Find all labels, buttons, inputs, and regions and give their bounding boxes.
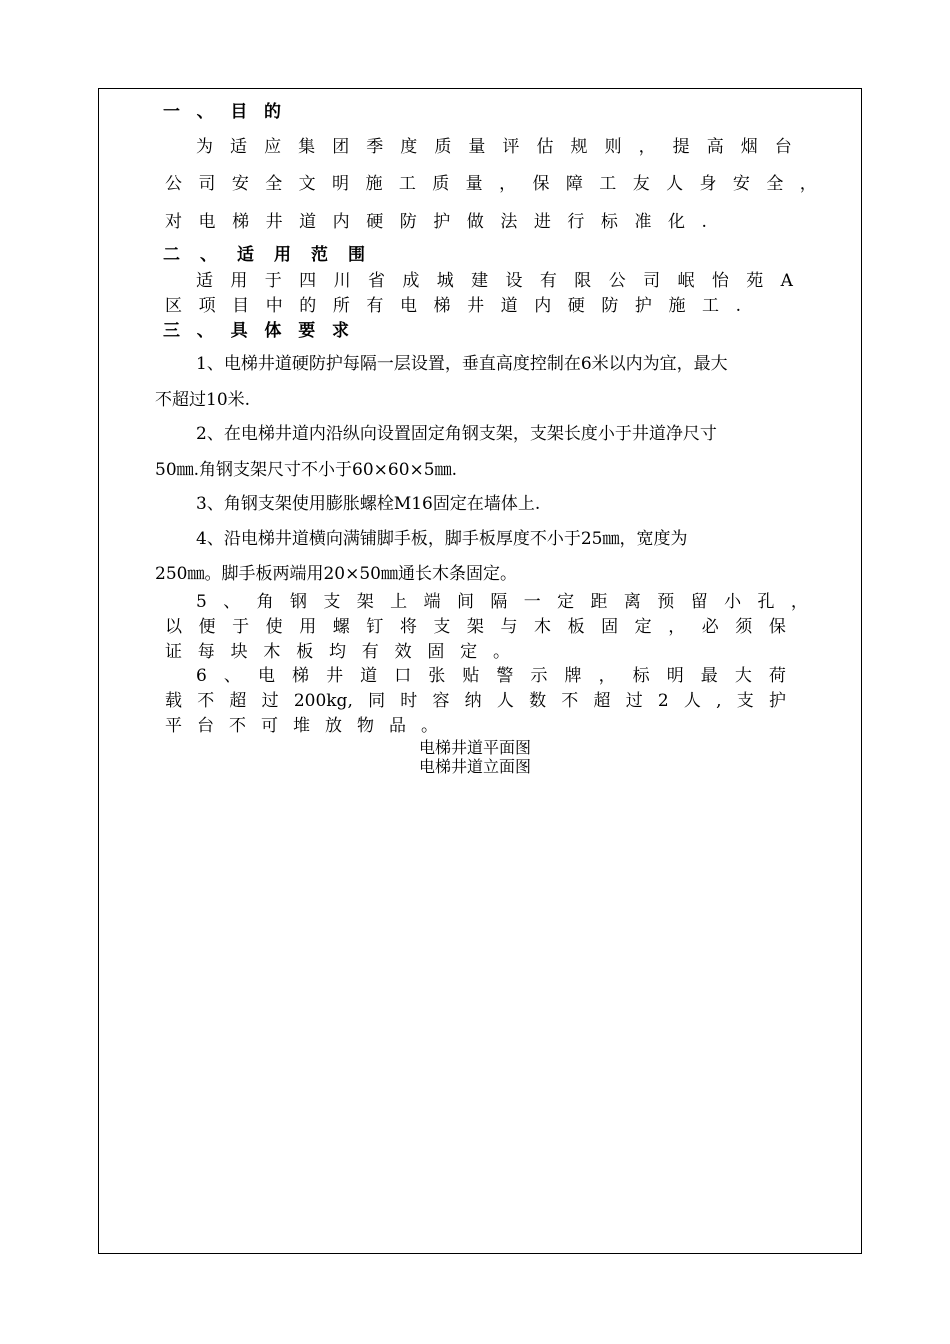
text-token: 中: [265, 296, 283, 316]
text-token: 明: [666, 666, 684, 686]
section1-line: [165, 212, 707, 232]
text-token: 品: [389, 716, 406, 736]
text-token: 量: [468, 137, 486, 157]
text-token: 架: [466, 617, 484, 637]
text-token: ，: [668, 617, 686, 637]
text-token: ,: [716, 691, 722, 711]
text-token: 限: [574, 271, 592, 291]
text-token: 梯: [433, 296, 451, 316]
text-token: .: [735, 296, 741, 316]
requirement-line: [165, 716, 438, 736]
text-token: 一: [163, 102, 180, 122]
text-token: 证: [165, 642, 182, 662]
text-token: 城: [436, 271, 454, 291]
text-token: 于: [232, 617, 250, 637]
text-token: 贴: [462, 666, 480, 686]
text-token: 人: [496, 691, 514, 711]
text-token: 怡: [711, 271, 729, 291]
text-token: 适: [196, 271, 213, 291]
text-token: 规: [570, 137, 588, 157]
text-token: 标: [632, 666, 650, 686]
text-token: 川: [333, 271, 351, 291]
text-token: 体: [264, 321, 282, 341]
text-token: 留: [690, 592, 708, 612]
text-token: 友: [632, 174, 650, 194]
text-token: 井: [326, 666, 344, 686]
text-token: 苑: [746, 271, 764, 291]
text-token: 间: [456, 592, 474, 612]
text-token: 2: [657, 691, 669, 711]
text-token: 固: [601, 617, 619, 637]
text-token: 安: [732, 174, 750, 194]
text-token: 板: [296, 642, 314, 662]
text-token: 必: [701, 617, 719, 637]
text-token: 硬: [366, 212, 384, 232]
text-token: 具: [230, 321, 248, 341]
text-token: 全: [265, 174, 283, 194]
text-token: .: [701, 212, 707, 232]
section2-title: [163, 245, 365, 265]
text-token: 则: [604, 137, 622, 157]
section1-line: [165, 174, 817, 194]
text-token: 一: [523, 592, 541, 612]
text-token: 施: [668, 296, 686, 316]
text-token: 5: [196, 592, 207, 612]
text-token: 电: [198, 212, 216, 232]
text-token: 板: [567, 617, 585, 637]
text-token: 工: [599, 174, 617, 194]
text-token: 容: [432, 691, 450, 711]
text-token: 所: [332, 296, 350, 316]
text-token: 质: [434, 137, 452, 157]
text-token: 距: [590, 592, 608, 612]
text-token: 工: [702, 296, 719, 316]
text-token: 块: [230, 642, 248, 662]
text-token: 、: [223, 666, 241, 686]
text-token: 孔: [757, 592, 775, 612]
text-token: 应: [264, 137, 282, 157]
text-token: 法: [500, 212, 518, 232]
text-token: 不: [197, 691, 215, 711]
text-token: 适: [230, 137, 248, 157]
text-token: ，: [638, 137, 656, 157]
text-token: 离: [623, 592, 641, 612]
text-token: 用: [230, 271, 248, 291]
text-token: 施: [365, 174, 383, 194]
text-token: 定: [634, 617, 652, 637]
text-token: ，: [790, 592, 808, 612]
requirement-line: [165, 691, 786, 711]
text-token: 过: [261, 691, 279, 711]
requirement-line: [196, 592, 808, 612]
text-token: 化: [667, 212, 685, 232]
text-token: 明: [332, 174, 350, 194]
text-token: 木: [534, 617, 552, 637]
text-token: 同: [368, 691, 386, 711]
text-token: 对: [165, 212, 182, 232]
text-token: 四: [299, 271, 317, 291]
text-token: 全: [766, 174, 784, 194]
text-token: 螺: [332, 617, 350, 637]
text-token: 硬: [567, 296, 585, 316]
text-token: 电: [399, 296, 417, 316]
text-token: A: [780, 271, 793, 291]
requirement-line: [165, 617, 786, 637]
text-token: 物: [357, 716, 374, 736]
text-token: 道: [500, 296, 518, 316]
text-token: 。: [492, 642, 510, 662]
text-token: 范: [311, 245, 328, 265]
section2-line: [196, 271, 793, 291]
text-token: 岷: [677, 271, 695, 291]
text-token: 用: [299, 617, 317, 637]
text-token: 安: [231, 174, 249, 194]
text-token: 人: [666, 174, 684, 194]
text-token: 定: [557, 592, 575, 612]
text-token: 的: [299, 296, 317, 316]
text-token: 示: [530, 666, 548, 686]
requirement-line: 2、在电梯井道内沿纵向设置固定角钢支架，支架长度小于井道净尺寸: [196, 424, 717, 444]
text-token: 护: [768, 691, 786, 711]
requirement-line: 50㎜.角钢支架尺寸不小于60×60×5㎜.: [155, 460, 458, 480]
text-token: 台: [774, 137, 792, 157]
text-token: 纳: [464, 691, 482, 711]
text-token: 将: [399, 617, 417, 637]
text-token: 有: [539, 271, 557, 291]
text-token: 成: [402, 271, 420, 291]
text-token: 保: [532, 174, 550, 194]
text-token: 梯: [232, 212, 250, 232]
text-token: 道: [299, 212, 317, 232]
text-token: 准: [634, 212, 652, 232]
text-token: 量: [465, 174, 483, 194]
text-token: 保: [768, 617, 786, 637]
text-token: 不: [229, 716, 246, 736]
text-token: 牌: [564, 666, 582, 686]
text-token: 便: [198, 617, 216, 637]
text-token: 项: [198, 296, 216, 316]
requirement-line: 250㎜。脚手板两端用20×50㎜通长木条固定。: [155, 564, 517, 584]
text-token: 目: [230, 102, 248, 122]
text-token: 于: [264, 271, 282, 291]
text-token: 文: [298, 174, 316, 194]
text-token: 上: [390, 592, 408, 612]
text-token: 的: [263, 102, 281, 122]
text-token: 内: [534, 296, 552, 316]
text-token: 6: [196, 666, 207, 686]
requirement-line: 4、沿电梯井道横向满铺脚手板，脚手板厚度不小于25㎜，宽度为: [196, 529, 688, 549]
text-token: 可: [261, 716, 278, 736]
requirement-line: 不超过10米.: [155, 390, 251, 410]
text-token: 为: [196, 137, 213, 157]
text-token: 标: [600, 212, 618, 232]
text-token: 台: [197, 716, 214, 736]
section1-line: [196, 137, 792, 157]
text-token: 不: [561, 691, 579, 711]
text-token: 井: [265, 212, 283, 232]
text-token: 评: [502, 137, 520, 157]
text-token: 电: [257, 666, 275, 686]
text-token: 隔: [490, 592, 508, 612]
text-token: 角: [256, 592, 274, 612]
text-token: 集: [298, 137, 316, 157]
text-token: ，: [598, 666, 616, 686]
text-token: 行: [567, 212, 585, 232]
text-token: 堆: [293, 716, 310, 736]
text-token: 省: [367, 271, 385, 291]
text-token: 最: [700, 666, 718, 686]
text-token: 设: [505, 271, 523, 291]
text-token: 司: [198, 174, 216, 194]
text-token: 公: [165, 174, 182, 194]
text-token: 张: [428, 666, 446, 686]
text-token: 质: [432, 174, 450, 194]
text-token: 进: [533, 212, 551, 232]
text-token: 端: [423, 592, 441, 612]
section3-title: [163, 321, 349, 341]
text-token: 围: [348, 245, 365, 265]
text-token: 警: [496, 666, 514, 686]
text-token: 团: [332, 137, 350, 157]
text-token: 防: [601, 296, 619, 316]
text-token: 障: [565, 174, 583, 194]
requirement-line: 1、电梯井道硬防护每隔一层设置，垂直高度控制在6米以内为宜，最大: [196, 354, 728, 374]
text-token: 预: [657, 592, 675, 612]
text-token: 要: [298, 321, 316, 341]
text-token: 内: [332, 212, 350, 232]
text-token: 求: [331, 321, 349, 341]
text-token: 、: [223, 592, 241, 612]
text-token: 。: [421, 716, 438, 736]
text-token: 固: [427, 642, 445, 662]
text-token: 建: [471, 271, 489, 291]
text-token: 与: [500, 617, 518, 637]
text-token: 过: [625, 691, 643, 711]
text-token: 用: [274, 245, 291, 265]
text-token: 、: [200, 245, 217, 265]
text-token: 司: [643, 271, 661, 291]
text-token: 工: [398, 174, 416, 194]
text-token: 有: [361, 642, 379, 662]
text-token: 人: [683, 691, 701, 711]
text-token: 有: [366, 296, 384, 316]
text-token: 道: [360, 666, 378, 686]
text-token: 使: [265, 617, 283, 637]
text-token: 每: [197, 642, 215, 662]
text-token: 区: [165, 296, 182, 316]
text-token: 载: [165, 691, 182, 711]
text-token: 均: [328, 642, 346, 662]
text-token: 公: [608, 271, 626, 291]
text-token: 架: [356, 592, 374, 612]
text-token: 井: [467, 296, 485, 316]
text-token: 梯: [292, 666, 310, 686]
text-token: 、: [196, 102, 214, 122]
text-token: 支: [736, 691, 754, 711]
text-token: 防: [399, 212, 417, 232]
text-token: 、: [196, 321, 214, 341]
text-token: 二: [163, 245, 180, 265]
section2-line: [165, 296, 741, 316]
text-token: 超: [593, 691, 611, 711]
text-token: 适: [237, 245, 254, 265]
text-token: 时: [400, 691, 418, 711]
text-token: 季: [366, 137, 384, 157]
text-token: 200kg,: [293, 691, 353, 711]
text-token: 提: [672, 137, 690, 157]
text-token: 护: [634, 296, 652, 316]
text-token: 超: [229, 691, 247, 711]
text-token: 高: [706, 137, 724, 157]
text-token: 小: [724, 592, 742, 612]
text-token: 钉: [366, 617, 384, 637]
text-token: ，: [799, 174, 817, 194]
text-token: 目: [232, 296, 250, 316]
text-token: 烟: [740, 137, 758, 157]
text-token: 木: [263, 642, 281, 662]
text-token: 钢: [290, 592, 307, 612]
text-token: 须: [735, 617, 753, 637]
text-token: 三: [163, 321, 180, 341]
elevation-view-caption: 电梯井道立面图: [418, 757, 531, 776]
text-token: 支: [433, 617, 451, 637]
requirement-line: [165, 642, 510, 662]
text-token: 估: [536, 137, 554, 157]
text-token: 效: [394, 642, 412, 662]
text-token: 以: [165, 617, 182, 637]
text-token: 身: [699, 174, 717, 194]
text-token: 定: [460, 642, 478, 662]
text-token: 大: [734, 666, 752, 686]
text-token: 荷: [768, 666, 786, 686]
text-token: 数: [529, 691, 547, 711]
requirement-line: [196, 666, 786, 686]
text-token: 度: [400, 137, 418, 157]
text-token: 平: [165, 716, 182, 736]
section1-title: [163, 102, 281, 122]
plan-view-caption: 电梯井道平面图: [418, 738, 531, 757]
text-token: 口: [394, 666, 412, 686]
text-token: 护: [433, 212, 451, 232]
text-token: 放: [325, 716, 342, 736]
text-token: ，: [499, 174, 517, 194]
text-token: 支: [323, 592, 341, 612]
text-token: 做: [466, 212, 484, 232]
requirement-line: 3、角钢支架使用膨胀螺栓M16固定在墙体上.: [196, 494, 541, 514]
